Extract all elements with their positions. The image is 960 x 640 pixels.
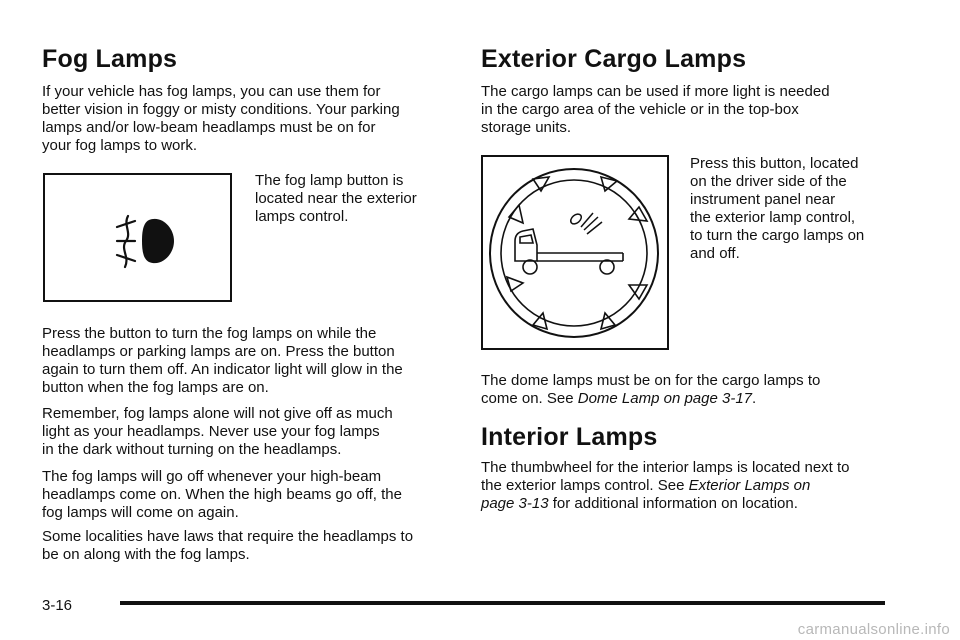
fog-intro-paragraph xyxy=(42,83,457,155)
text-line: your fog lamps to work. xyxy=(42,137,198,154)
text-line: Press this button, located xyxy=(690,155,859,172)
text-line: and off. xyxy=(690,245,740,262)
text-line: The fog lamp button is xyxy=(255,172,404,189)
footer-rule xyxy=(120,601,885,605)
text-line: light as your headlamps. Never use your fog lamps xyxy=(42,423,380,440)
text-line: button when the fog lamps are on. xyxy=(42,379,269,396)
fog-lamp-button-figure xyxy=(43,173,232,302)
text-line: Press the button to turn the fog lamps on while the xyxy=(42,325,377,342)
text-line xyxy=(481,390,911,408)
text-line: again to turn them off. An indicator light will glow in the xyxy=(42,361,403,378)
fog-paragraph-2 xyxy=(42,405,457,459)
text-line: Remember, fog lamps alone will not give off as much xyxy=(42,405,393,422)
text-line: lamps control. xyxy=(255,208,349,225)
fog-lamp-icon xyxy=(45,175,230,300)
dome-lamp-paragraph xyxy=(481,372,911,408)
text-line: be on along with the fog lamps. xyxy=(42,546,250,563)
text-line: to turn the cargo lamps on xyxy=(690,227,865,244)
text-span: for additional information on location. xyxy=(548,495,798,512)
watermark: carmanualsonline.info xyxy=(797,621,950,638)
page-number: 3-16 xyxy=(42,597,73,614)
fog-paragraph-1 xyxy=(42,325,457,397)
text-line: The thumbwheel for the interior lamps is located next to xyxy=(481,459,850,476)
text-line: on the driver side of the xyxy=(690,173,847,190)
text-line: headlamps or parking lamps are on. Press the button xyxy=(42,343,395,360)
exterior-lamps-reference-link[interactable]: Exterior Lamps on xyxy=(688,477,811,494)
text-line: Some localities have laws that require the headlamps to xyxy=(42,528,414,545)
cargo-lamp-button-figure xyxy=(481,155,669,350)
cargo-lamp-icon xyxy=(483,157,667,348)
interior-lamps-heading: Interior Lamps xyxy=(481,423,658,451)
text-line: lamps and/or low-beam headlamps must be on for xyxy=(42,119,376,136)
text-line: instrument panel near xyxy=(690,191,836,208)
text-span: come on. See xyxy=(481,390,578,407)
dome-lamp-reference-link[interactable]: Dome Lamp on page 3-17 xyxy=(577,390,753,407)
exterior-cargo-lamps-heading: Exterior Cargo Lamps xyxy=(481,45,747,73)
text-line xyxy=(481,495,911,513)
text-line: If your vehicle has fog lamps, you can use them for xyxy=(42,83,381,100)
fog-paragraph-3 xyxy=(42,468,457,522)
cargo-intro-paragraph xyxy=(481,83,911,137)
fog-lamps-heading: Fog Lamps xyxy=(42,45,178,73)
fog-button-caption xyxy=(255,172,455,226)
text-line: storage units. xyxy=(481,119,572,136)
text-line: The fog lamps will go off whenever your high-beam xyxy=(42,468,382,485)
text-line: The cargo lamps can be used if more light is needed xyxy=(481,83,830,100)
fog-paragraph-4 xyxy=(42,528,457,564)
text-line: The dome lamps must be on for the cargo lamps to xyxy=(481,372,821,389)
text-line: located near the exterior xyxy=(255,190,417,207)
text-line: headlamps come on. When the high beams go off, the xyxy=(42,486,402,503)
text-line: better vision in foggy or misty conditions. Your parking xyxy=(42,101,400,118)
text-line: the exterior lamp control, xyxy=(690,209,856,226)
exterior-lamps-reference-link-page[interactable]: page 3-13 xyxy=(481,495,549,512)
text-span: . xyxy=(752,390,757,407)
cargo-button-caption xyxy=(690,155,915,263)
text-line: in the dark without turning on the headlamps. xyxy=(42,441,342,458)
text-line: fog lamps will come on again. xyxy=(42,504,239,521)
interior-lamps-paragraph xyxy=(481,459,911,513)
text-span: the exterior lamps control. See xyxy=(481,477,689,494)
text-line xyxy=(481,477,911,495)
text-line: in the cargo area of the vehicle or in the top-box xyxy=(481,101,799,118)
